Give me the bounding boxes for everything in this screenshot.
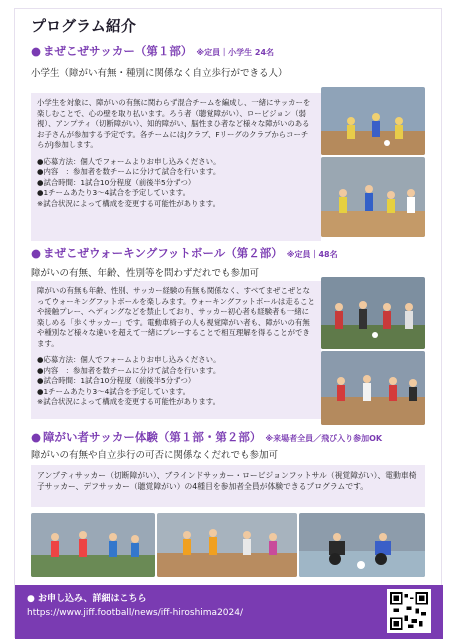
section-2-item: ●試合時間：1試合10分程度（前後半5分ずつ）	[37, 376, 196, 386]
section-2-photo-bottom	[321, 351, 425, 425]
section-1-info-box	[31, 93, 321, 241]
section-2-subtitle: 障がいの有無、年齢、性別等を問わずだれでも参加可	[31, 268, 260, 279]
section-1-heading	[31, 43, 274, 59]
section-2-item: ●応募方法：個人でフォームよりお申し込みください。	[37, 355, 221, 365]
qr-code-icon[interactable]	[387, 589, 431, 633]
section-3-title: 障がい者サッカー体験（第１部・第２部）	[43, 430, 262, 444]
section-1-item: ●試合時間：1試合10分程度（前後半5分ずつ）	[37, 177, 196, 187]
section-1-photo-bottom	[321, 157, 425, 237]
section-3-photo-1	[31, 513, 155, 577]
apply-link[interactable]: https://www.jiff.football/news/iff-hiroshima2024/	[27, 607, 244, 618]
section-1-capacity: ※定員｜小学生 24名	[196, 48, 275, 57]
section-1-title: まぜこぜサッカー（第１部）	[43, 44, 193, 58]
section-2-item: ●内容 ：参加者を数チームに分けて試合を行います。	[37, 365, 221, 375]
section-3-description: アンプティサッカー（切断障がい）、ブラインドサッカー・ロービジョンフットサル（視覚障がい）、電動車椅子サッカー、デフサッカー（聴覚障がい）の4種目を参加者全員が体験できるプログラムです。	[37, 471, 417, 492]
section-3-photo-3	[299, 513, 425, 577]
section-2-title: まぜこぜウォーキングフットボール（第２部）	[43, 246, 283, 260]
section-1-photo-top	[321, 87, 425, 155]
bullet-icon: ●	[31, 44, 42, 58]
section-1-subtitle: 小学生（障がい有無・種別に関係なく自立歩行ができる人）	[31, 68, 288, 79]
section-3-subtitle: 障がいの有無や自立歩行の可否に関係なくだれでも参加可	[31, 450, 279, 461]
section-3-info-box	[31, 465, 425, 507]
section-1-item: ※試合状況によって構成を変更する可能性があります。	[37, 198, 220, 208]
bullet-icon: ●	[31, 246, 42, 260]
section-3-note: ※来場者全員／飛び入り参加OK	[265, 434, 383, 443]
section-2-capacity: ※定員｜48名	[286, 250, 338, 259]
section-3-heading	[31, 429, 382, 445]
section-2-description: 障がいの有無も年齢、性別、サッカー経験の有無も関係なく、すべてまぜこぜとなってウォーキングフットボールを楽しみます。ウォーキングフットボールは走ることや接触プレー、ヘディングなどを禁止しており、サッカー初心者も経験者も一緒に楽しめる「歩くサッカー」です。電動車椅子の人も視覚障がい者も、障がいの有無や種別など様々な違いを超えて一緒にプレーすることで相互理解を得ることができます。	[37, 286, 315, 348]
page-title: プログラム紹介	[31, 17, 136, 35]
bullet-icon: ●	[31, 430, 42, 444]
section-2-info-box	[31, 281, 321, 419]
section-2-item: ※試合状況によって構成を変更する可能性があります。	[37, 397, 220, 407]
section-2-item: ●1チームあたり3～4試合を予定しています。	[37, 386, 190, 396]
program-page	[14, 8, 442, 638]
footer-bar	[15, 585, 443, 639]
section-1-item: ●応募方法：個人でフォームよりお申し込みください。	[37, 156, 221, 166]
section-1-item: ●内容 ：参加者を数チームに分けて試合を行います。	[37, 167, 221, 177]
section-1-item: ●1チームあたり3～4試合を予定しています。	[37, 188, 190, 198]
section-2-heading	[31, 245, 338, 261]
section-2-photo-top	[321, 277, 425, 349]
footer-heading: ● お申し込み、詳細はこちら	[27, 594, 147, 604]
section-1-description: 小学生を対象に、障がいの有無に関わらず混合チームを編成し、一緒にサッカーを楽しむことで、心の壁を取り払います。ろう者（聴覚障がい）、ロービジョン（弱視）、アンプティ（切断障がい）、知的障がい、脳性まひ者など様々な障がいのあるお子さんが参加する予定です。各チームにはJクラブ、FリーグのクラブからコーチらがJ参加します。	[37, 98, 311, 150]
section-3-photo-2	[157, 513, 297, 577]
